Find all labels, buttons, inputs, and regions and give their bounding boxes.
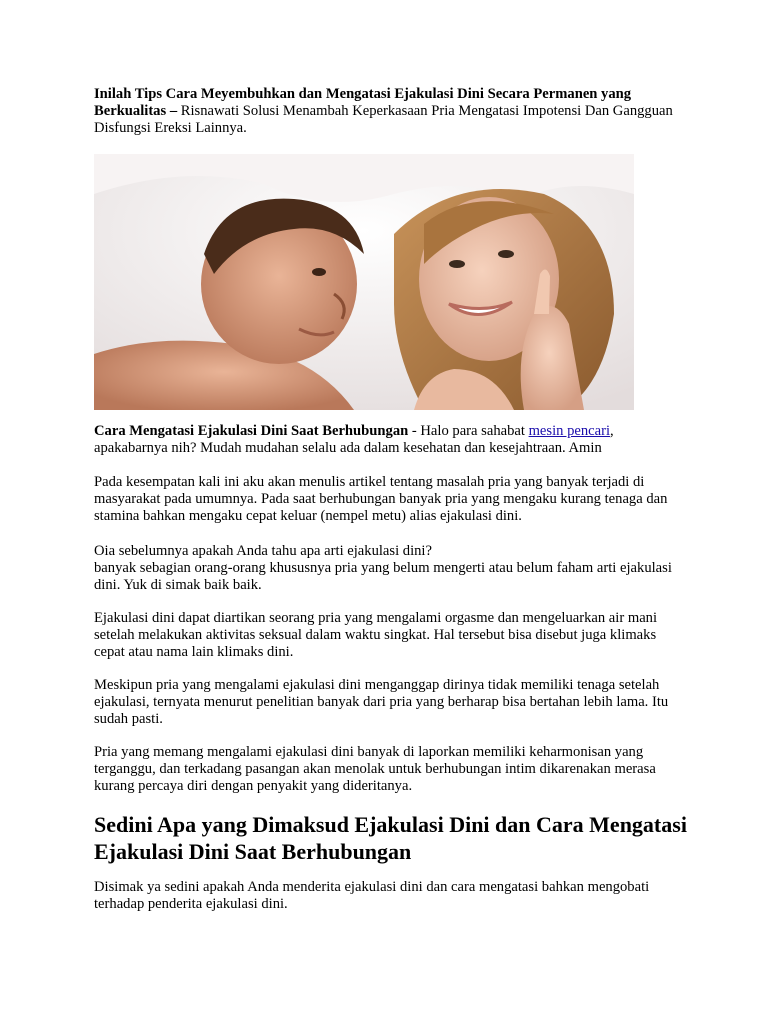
intro-text: Risnawati Solusi Menambah Keperkasaan Pria Mengatasi Impotensi Dan Gangguan Disfungsi Ereksi Lainnya.	[94, 103, 673, 136]
paragraph-greeting	[94, 423, 684, 457]
paragraph-research: Meskipun pria yang mengalami ejakulasi dini menganggap dirinya tidak memiliki tenaga setelah ejakulasi, ternyata menurut penelitian banyak dari pria yang berharap bisa bertahan lebih lama. Itu sudah pasti.	[94, 677, 669, 727]
greeting-bold-title: Cara Mengatasi Ejakulasi Dini Saat Berhubungan	[94, 423, 409, 439]
greeting-text-before: - Halo para sahabat	[408, 423, 529, 439]
paragraph-intro-topic: Pada kesempatan kali ini aku akan menulis artikel tentang masalah pria yang banyak terjadi di masyarakat pada umumnya. Pada saat berhubungan banyak pria yang mengaku kurang tenaga dan stamina bahkan mengaku cepat keluar (nempel metu) alias ejakulasi dini.	[94, 474, 668, 524]
section-heading: Sedini Apa yang Dimaksud Ejakulasi Dini dan Cara Mengatasi Ejakulasi Dini Saat Berhubungan	[94, 812, 687, 864]
intro-dash: –	[166, 103, 181, 119]
mesin-pencari-link[interactable]: mesin pencari	[528, 423, 611, 439]
couple-photo	[94, 154, 634, 410]
greeting-text-after: , apakabarnya nih? Mudah mudahan selalu ada dalam kesehatan dan kesejahtraan. Amin	[94, 423, 614, 456]
paragraph-closing: Disimak ya sedini apakah Anda menderita ejakulasi dini dan cara mengatasi bahkan mengobati terhadap penderita ejakulasi dini.	[94, 879, 650, 912]
intro-title: Inilah Tips Cara Meyembuhkan dan Mengatasi Ejakulasi Dini Secara Permanen yang Berkualitas	[94, 86, 632, 119]
question-line: Oia sebelumnya apakah Anda tahu apa arti ejakulasi dini?	[94, 543, 432, 559]
paragraph-question	[94, 543, 684, 594]
couple-photo-illustration	[94, 154, 634, 410]
paragraph-definition: Ejakulasi dini dapat diartikan seorang pria yang mengalami orgasme dan mengeluarkan air mani setelah melakukan aktivitas seksual dalam waktu singkat. Hal tersebut bisa disebut juga klimaks cepat atau nama lain klimaks dini.	[94, 610, 658, 660]
intro-paragraph	[94, 86, 684, 137]
paragraph-relationship: Pria yang memang mengalami ejakulasi dini banyak di laporkan memiliki keharmonisan yang terganggu, dan terkadang pasangan akan menolak untuk berhubungan intim dikarenakan merasa kurang percaya diri dengan penyakit yang dideritanya.	[94, 744, 656, 794]
question-followup: banyak sebagian orang-orang khususnya pria yang belum mengerti atau belum faham arti ejakulasi dini. Yuk di simak baik baik.	[94, 560, 672, 593]
